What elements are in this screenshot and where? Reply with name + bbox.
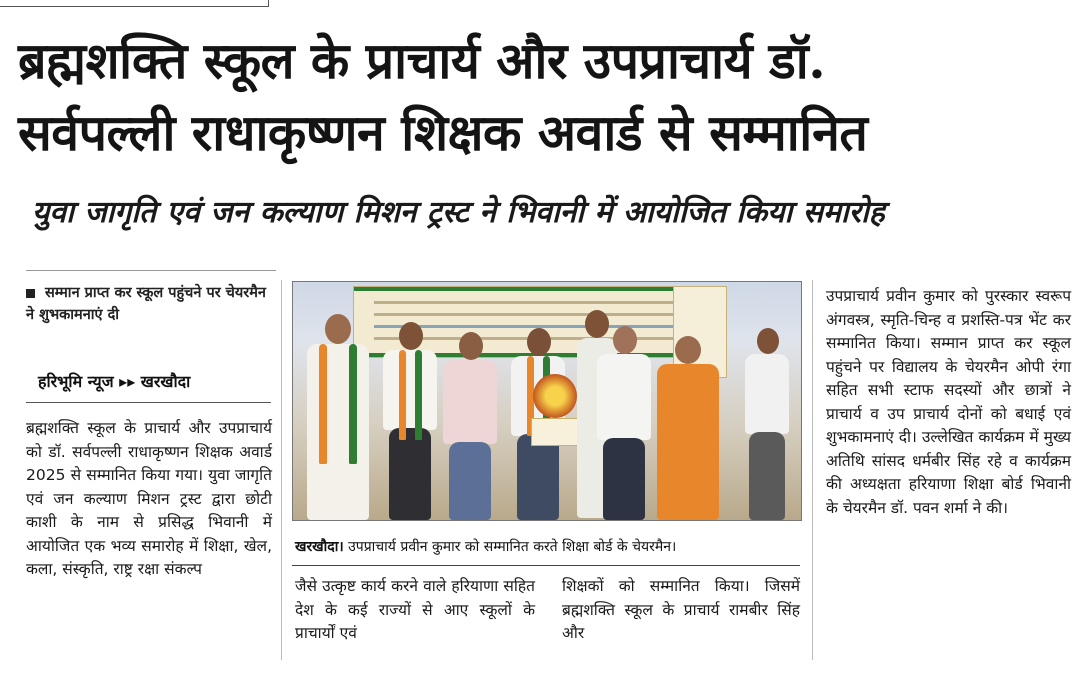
highlight-text: सम्मान प्राप्त कर स्कूल पहुंचने पर चेयरमैन ने शुभकामनाएं दी xyxy=(26,285,266,323)
news-photo xyxy=(292,281,802,521)
article-column-1 xyxy=(26,417,272,582)
photo-caption xyxy=(295,537,800,556)
article-text-column-3: शिक्षकों को सम्मानित किया। जिसमें ब्रह्मशक्ति स्कूल के प्राचार्य रामबीर सिंह और xyxy=(562,577,800,642)
article-text-column-1: ब्रह्मशक्ति स्कूल के प्राचार्य और उपप्राचार्य को डॉ. सर्वपल्ली राधाकृष्णन शिक्षक अवार्ड 2025 से सम्मानित किया गया। युवा जागृति एवं जन कल्याण मिशन ट्रस्ट द्वारा छोटी काशी के नाम से प्रसिद्ध भिवानी में आयोजित एक भव्य समारोह में शिक्षा, खेल, कला, संस्कृति, राष्ट्र रक्षा संकल्प xyxy=(26,419,272,578)
headline-line-1: ब्रह्मशक्ति स्कूल के प्राचार्य और उपप्राचार्य डॉ. xyxy=(18,31,826,90)
article-column-4 xyxy=(826,285,1071,520)
article-column-2 xyxy=(295,575,535,646)
caption-place: खरखौदा। xyxy=(295,539,344,555)
person-7 xyxy=(653,336,723,520)
highlight-box xyxy=(26,282,276,326)
article-text-column-4: उपप्राचार्य प्रवीन कुमार को पुरस्कार स्वरूप अंगवस्त्र, स्मृति-चिन्ह व प्रशस्ति-पत्र भेंट कर सम्मानित किया। सम्मान प्राप्त कर स्कूल पहुंचने पर विद्यालय के चेयरमैन ओपी रंगा सहित सभी स्टाफ सदस्यों और छात्रों ने प्राचार्य व उप प्राचार्य दोनों को बधाई एवं शुभकामनाएं दी। उल्लेखित कार्यक्रम में मुख्य अतिथि सांसद धर्मबीर सिंह रहे व कार्यक्रम की अध्यक्षता हरियाणा शिक्षा बोर्ड भिवानी के चेयरमैन डॉ. पवन शर्मा ने की। xyxy=(826,287,1071,517)
column-rule xyxy=(26,270,276,271)
subheadline: युवा जागृति एवं जन कल्याण मिशन ट्रस्ट ने भिवानी में आयोजित किया समारोह xyxy=(32,195,885,230)
caption-text: उपप्राचार्य प्रवीन कुमार को सम्मानित करते शिक्षा बोर्ड के चेयरमैन। xyxy=(348,539,677,555)
person-1 xyxy=(303,314,373,520)
column-divider xyxy=(281,280,282,660)
article-column-3 xyxy=(562,575,800,646)
headline-line-2: सर्वपल्ली राधाकृष्णन शिक्षक अवार्ड से सम्मानित xyxy=(18,103,868,162)
award-plaque xyxy=(533,374,577,418)
square-bullet-icon xyxy=(26,289,35,298)
byline: हरिभूमि न्यूज ▸▸ खरखौदा xyxy=(38,372,191,391)
person-6 xyxy=(591,326,657,520)
person-2 xyxy=(379,322,441,520)
byline-rule xyxy=(26,402,271,403)
certificate xyxy=(531,418,581,446)
article-text-column-2: जैसे उत्कृष्ट कार्य करने वाले हरियाणा सहित देश के कई राज्यों से आए स्कूलों के प्राचार्यों एवं xyxy=(295,577,535,642)
header-border-box xyxy=(0,0,269,7)
column-divider-right xyxy=(812,280,813,660)
person-3 xyxy=(439,332,501,520)
person-8 xyxy=(741,328,793,520)
caption-rule xyxy=(292,565,800,566)
